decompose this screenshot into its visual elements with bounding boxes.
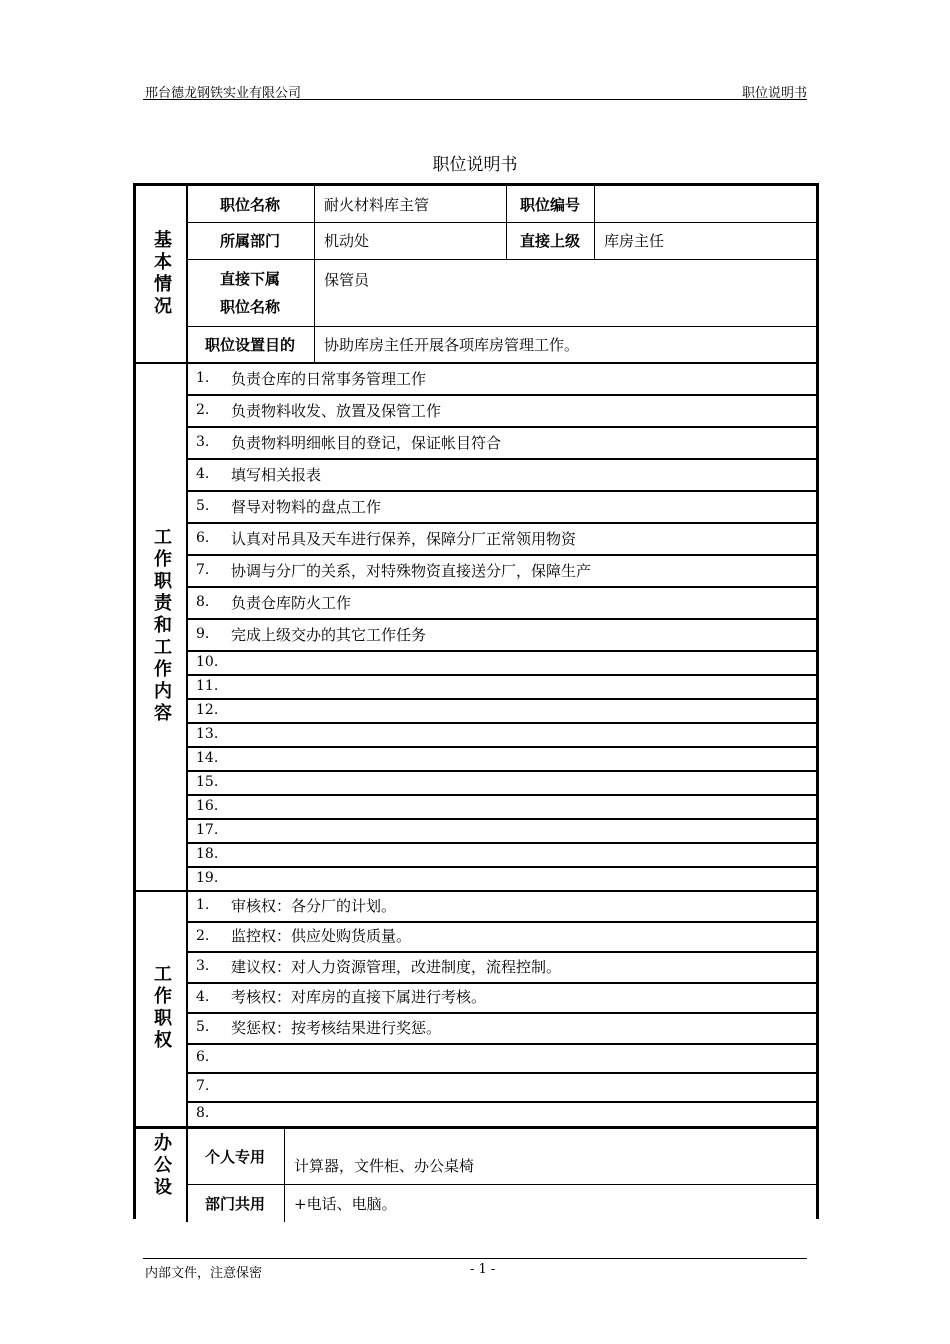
item-number: 6. (196, 530, 210, 546)
item-number: 14. (196, 750, 219, 766)
list-item (186, 1012, 816, 1043)
item-text: 完成上级交办的其它工作任务 (231, 625, 427, 644)
list-item (186, 951, 816, 982)
item-text: 建议权：对人力资源管理，改进制度，流程控制。 (231, 957, 562, 976)
list-item (186, 650, 816, 674)
footer-confidential: 内部文件，注意保密 (145, 1266, 263, 1281)
item-text: 负责物料明细帐目的登记，保证帐目符合 (231, 433, 502, 452)
header-divider (143, 99, 807, 100)
list-item (186, 818, 816, 842)
item-text: 负责物料收发、放置及保管工作 (231, 401, 442, 420)
item-number: 16. (196, 798, 219, 814)
item-number: 3. (196, 958, 210, 975)
item-text: 负责仓库防火工作 (231, 593, 352, 612)
list-item (186, 674, 816, 698)
list-item (186, 458, 816, 490)
item-text: 认真对吊具及天车进行保养，保障分厂正常领用物资 (231, 529, 577, 548)
subordinate-value: 保管员 (324, 271, 370, 289)
purpose-label: 职位设置目的 (204, 335, 295, 354)
page-title: 职位说明书 (432, 155, 518, 175)
header-company: 邢台德龙钢铁实业有限公司 (145, 86, 302, 101)
list-item (186, 722, 816, 746)
item-number: 19. (196, 870, 219, 886)
superior-label: 直接上级 (519, 232, 580, 250)
footer-divider (143, 1258, 807, 1259)
list-item (186, 794, 816, 818)
item-number: 7. (196, 562, 210, 578)
item-number: 5. (196, 498, 210, 514)
item-number: 9. (196, 626, 210, 642)
item-number: 3. (196, 434, 210, 450)
item-number: 13. (196, 726, 219, 742)
list-item (186, 982, 816, 1013)
item-number: 2. (196, 927, 210, 944)
item-text: 协调与分厂的关系，对特殊物资直接送分厂，保障生产 (231, 561, 592, 580)
item-text: 审核权：各分厂的计划。 (231, 896, 397, 915)
item-number: 17. (196, 822, 219, 838)
section-duties-label: 工作职责和工作内容 (151, 527, 172, 725)
list-item (186, 921, 816, 952)
list-item (186, 890, 816, 921)
list-item (186, 554, 816, 586)
position-code-label: 职位编号 (519, 195, 580, 214)
list-item (186, 770, 816, 794)
department-value: 机动处 (324, 232, 370, 250)
section-basic-label: 基本情况 (151, 230, 172, 318)
list-item (186, 842, 816, 866)
item-number: 8. (196, 1105, 210, 1122)
section-equipment-label: 办公设 (151, 1133, 172, 1199)
item-text: 奖惩权：按考核结果进行奖惩。 (231, 1018, 442, 1037)
list-item (186, 1101, 816, 1127)
list-item (186, 618, 816, 650)
list-item (186, 586, 816, 618)
item-number: 6. (196, 1049, 210, 1065)
list-item (186, 394, 816, 426)
subordinate-label: 直接下属 职位名称 (219, 269, 280, 316)
shared-use-label: 部门共用 (204, 1194, 265, 1213)
item-number: 1. (196, 370, 210, 386)
item-text: 考核权：对库房的直接下属进行考核。 (231, 988, 487, 1007)
item-text: 负责仓库的日常事务管理工作 (231, 369, 427, 388)
position-code-value (594, 186, 816, 222)
item-number: 15. (196, 774, 219, 790)
position-name-value: 耐火材料库主管 (324, 195, 430, 214)
personal-use-value: 计算器，文件柜、办公桌椅 (294, 1157, 475, 1175)
item-number: 5. (196, 1019, 210, 1036)
personal-use-label: 个人专用 (204, 1148, 265, 1166)
item-number: 4. (196, 988, 210, 1005)
item-number: 10. (196, 654, 219, 670)
purpose-value: 协助库房主任开展各项库房管理工作。 (324, 335, 580, 354)
item-number: 12. (196, 702, 219, 718)
list-item (186, 490, 816, 522)
item-text: 监控权：供应处购货质量。 (231, 927, 412, 946)
shared-use-value: +电话、电脑。 (294, 1194, 397, 1213)
item-text: 督导对物料的盘点工作 (231, 497, 382, 516)
list-item (186, 866, 816, 890)
item-number: 18. (196, 846, 219, 862)
item-number: 4. (196, 466, 210, 482)
list-item (186, 362, 816, 394)
list-item (186, 522, 816, 554)
superior-value: 库房主任 (604, 232, 665, 250)
list-item (186, 746, 816, 770)
list-item (186, 698, 816, 722)
item-number: 7. (196, 1078, 210, 1094)
department-label: 所属部门 (219, 232, 280, 250)
section-authority-label: 工作职权 (151, 964, 172, 1052)
footer-page-number: - 1 - (470, 1262, 496, 1277)
job-description-table (133, 183, 819, 1219)
list-item (186, 1043, 816, 1072)
list-item (186, 426, 816, 458)
list-item (186, 1072, 816, 1101)
item-number: 8. (196, 594, 210, 610)
item-text: 填写相关报表 (231, 465, 322, 484)
position-name-label: 职位名称 (219, 195, 280, 214)
item-number: 1. (196, 897, 210, 914)
header-doc-type: 职位说明书 (741, 86, 807, 101)
item-number: 2. (196, 402, 210, 418)
item-number: 11. (196, 678, 219, 694)
